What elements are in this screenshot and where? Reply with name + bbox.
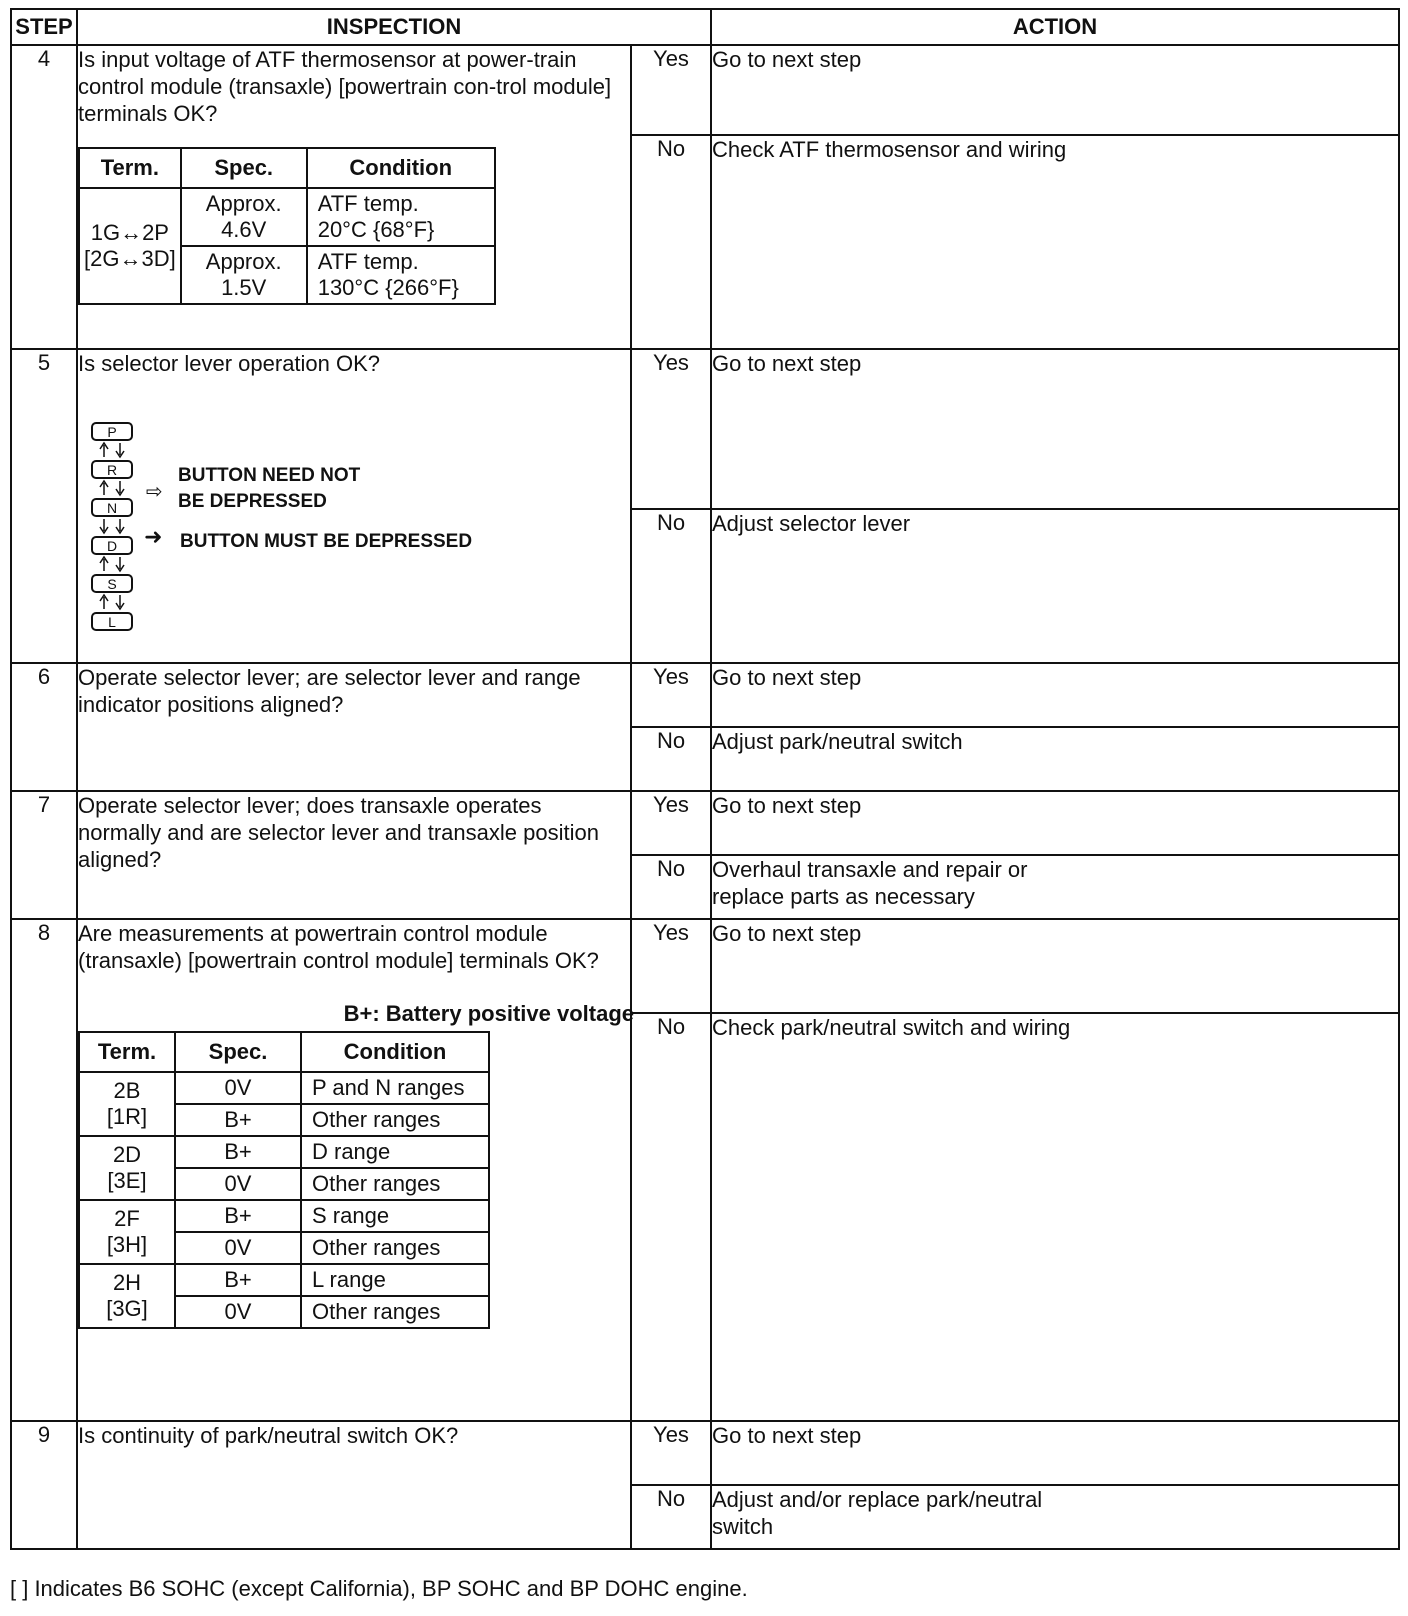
step-header: STEP: [11, 9, 77, 45]
inspection-cell: [77, 1421, 631, 1549]
step-9-yes-row: [11, 1421, 1399, 1485]
spec-cell: 0V: [175, 1168, 301, 1200]
terminal-id-alt: [3G]: [106, 1296, 148, 1321]
action-line: replace parts as necessary: [712, 884, 975, 909]
gate-label: S: [107, 576, 117, 592]
down-arrow-icon: [116, 443, 124, 457]
inspection-cell: [77, 919, 634, 1421]
terminal-spec-table: [78, 1031, 490, 1329]
step-number: 5: [11, 349, 77, 663]
down-arrow-open-icon: [116, 519, 124, 533]
inspection-question: Operate selector lever; does transaxle operates normally and are selector lever and transaxle position aligned?: [78, 793, 599, 872]
terminal-id: 2D: [112, 1142, 142, 1167]
terminal-id-alt: [3H]: [106, 1232, 148, 1257]
no-action: Check ATF thermosensor and wiring: [711, 135, 1399, 349]
condition-cell: Other ranges: [301, 1104, 489, 1136]
condition-cell: D range: [301, 1136, 489, 1168]
spec-cell: 0V: [175, 1296, 301, 1328]
condition-label: ATF temp.: [317, 191, 419, 216]
inspection-question: Are measurements at powertrain control module (transaxle) [powertrain control module] terminals OK?: [78, 921, 599, 973]
no-label: No: [631, 509, 711, 663]
yes-label: Yes: [631, 1421, 711, 1485]
step-number: 7: [11, 791, 77, 919]
no-label: No: [631, 135, 711, 349]
terminal-id: 2F: [114, 1206, 140, 1231]
selector-lever-diagram: [78, 421, 630, 651]
open-arrow-icon: ⇨: [146, 481, 163, 503]
spec-cell: B+: [175, 1136, 301, 1168]
spec-label: Approx.: [205, 191, 282, 216]
legend-must: BUTTON MUST BE DEPRESSED: [180, 531, 473, 552]
yes-action: Go to next step: [711, 663, 1399, 727]
step-7-yes-row: [11, 791, 1399, 855]
table-row: [79, 188, 495, 246]
terminal-cell: [79, 188, 181, 304]
no-action: Adjust park/neutral switch: [711, 727, 1399, 791]
condition-cell: Other ranges: [301, 1168, 489, 1200]
yes-label: Yes: [631, 45, 711, 135]
down-arrow-icon: [116, 595, 124, 609]
table-row: [79, 1264, 489, 1296]
legend-line: BUTTON NEED NOT: [178, 465, 361, 486]
no-label: No: [631, 1485, 711, 1549]
inspection-question: Operate selector lever; are selector lever and range indicator positions aligned?: [78, 665, 581, 717]
step-4-yes-row: [11, 45, 1399, 135]
voltage-spec-table: [78, 147, 496, 305]
no-action: [711, 1485, 1399, 1549]
yes-action: Go to next step: [711, 349, 1399, 509]
inspection-question: Is continuity of park/neutral switch OK?: [78, 1423, 459, 1448]
action-line: Adjust and/or replace park/neutral: [712, 1487, 1043, 1512]
spec-cell: [181, 188, 307, 246]
yes-label: Yes: [631, 919, 711, 1013]
shift-gate-figure: [78, 421, 138, 651]
no-label: No: [631, 1013, 711, 1421]
step-5-yes-row: [11, 349, 1399, 509]
down-arrow-icon: [116, 557, 124, 571]
step-number: 4: [11, 45, 77, 349]
up-arrow-icon: [100, 481, 108, 495]
terminal-id: 2B: [113, 1078, 141, 1103]
condition-label: ATF temp.: [317, 249, 419, 274]
footnote: [ ] Indicates B6 SOHC (except California), BP SOHC and BP DOHC engine.: [10, 1576, 748, 1601]
no-action: [711, 855, 1399, 919]
spec-table-header: Spec.: [175, 1032, 301, 1072]
no-label: No: [631, 855, 711, 919]
no-label: No: [631, 727, 711, 791]
spec-label: Approx.: [205, 249, 282, 274]
terminal-id: 2H: [112, 1270, 142, 1295]
condition-value: 20°C {68°F}: [317, 217, 435, 242]
condition-cell: P and N ranges: [301, 1072, 489, 1104]
step-number: 8: [11, 919, 77, 1421]
condition-value: 130°C {266°F}: [317, 275, 459, 300]
down-arrow-open-icon: [100, 519, 108, 533]
condition-cell: Other ranges: [301, 1232, 489, 1264]
condition-cell: L range: [301, 1264, 489, 1296]
spec-cell: 0V: [175, 1232, 301, 1264]
no-action: Adjust selector lever: [711, 509, 1399, 663]
terminal-id: 1G↔2P: [90, 220, 169, 245]
gate-label: R: [106, 462, 118, 478]
legend-line: BE DEPRESSED: [178, 491, 327, 512]
yes-action: Go to next step: [711, 1421, 1399, 1485]
action-header: ACTION: [711, 9, 1399, 45]
spec-value: 1.5V: [221, 275, 267, 300]
spec-value: 4.6V: [221, 217, 267, 242]
condition-cell: [307, 246, 495, 304]
table-row: [79, 1200, 489, 1232]
yes-action: Go to next step: [711, 791, 1399, 855]
condition-cell: S range: [301, 1200, 489, 1232]
spec-cell: B+: [175, 1104, 301, 1136]
condition-cell: Other ranges: [301, 1296, 489, 1328]
spec-cell: B+: [175, 1200, 301, 1232]
diagnostic-procedure: [10, 8, 1398, 1550]
spec-table-header: Term.: [79, 1032, 175, 1072]
step-6-yes-row: [11, 663, 1399, 727]
down-arrow-open-icon: [116, 481, 124, 495]
yes-label: Yes: [631, 349, 711, 509]
gate-label: N: [106, 500, 118, 516]
diagnostic-table: [10, 8, 1400, 1550]
yes-label: Yes: [631, 791, 711, 855]
up-arrow-open-icon: [100, 557, 108, 571]
gate-label: L: [108, 614, 116, 630]
step-8-yes-row: [11, 919, 1399, 1013]
inspection-cell: [77, 45, 631, 349]
spec-table-header: Term.: [79, 148, 181, 188]
step-number: 6: [11, 663, 77, 791]
spec-cell: 0V: [175, 1072, 301, 1104]
no-action: Check park/neutral switch and wiring: [711, 1013, 1399, 1421]
terminal-id-alt: [2G↔3D]: [84, 246, 176, 271]
spec-cell: B+: [175, 1264, 301, 1296]
yes-action: Go to next step: [711, 919, 1399, 1013]
spec-table-header: Condition: [307, 148, 495, 188]
legend-need-not: [178, 463, 360, 515]
inspection-cell: [77, 349, 631, 663]
terminal-id-alt: [3E]: [107, 1168, 147, 1193]
terminal-cell: [79, 1136, 175, 1200]
up-arrow-icon: [100, 443, 108, 457]
up-arrow-open-icon: [100, 595, 108, 609]
inspection-cell: [77, 791, 631, 919]
spec-table-header: Spec.: [181, 148, 307, 188]
terminal-cell: [79, 1072, 175, 1136]
step-number: 9: [11, 1421, 77, 1549]
action-line: Overhaul transaxle and repair or: [712, 857, 1028, 882]
yes-action: Go to next step: [711, 45, 1399, 135]
table-row: [79, 1072, 489, 1104]
condition-cell: [307, 188, 495, 246]
terminal-cell: [79, 1264, 175, 1328]
gate-label: D: [106, 538, 118, 554]
solid-arrow-icon: ➜: [144, 524, 163, 549]
spec-table-header: Condition: [301, 1032, 489, 1072]
inspection-header: INSPECTION: [77, 9, 711, 45]
inspection-cell: [77, 663, 631, 791]
table-row: [79, 1136, 489, 1168]
header-row: [11, 9, 1399, 45]
inspection-question: Is input voltage of ATF thermosensor at power-train control module (transaxle) [powertrain con-trol module] terminals OK?: [78, 47, 612, 126]
yes-label: Yes: [631, 663, 711, 727]
terminal-cell: [79, 1200, 175, 1264]
terminal-id-alt: [1R]: [106, 1104, 148, 1129]
action-line: switch: [712, 1514, 774, 1539]
battery-voltage-note: B+: Battery positive voltage: [343, 1001, 634, 1026]
inspection-question: Is selector lever operation OK?: [78, 351, 381, 376]
gate-label: P: [107, 424, 117, 440]
spec-cell: [181, 246, 307, 304]
